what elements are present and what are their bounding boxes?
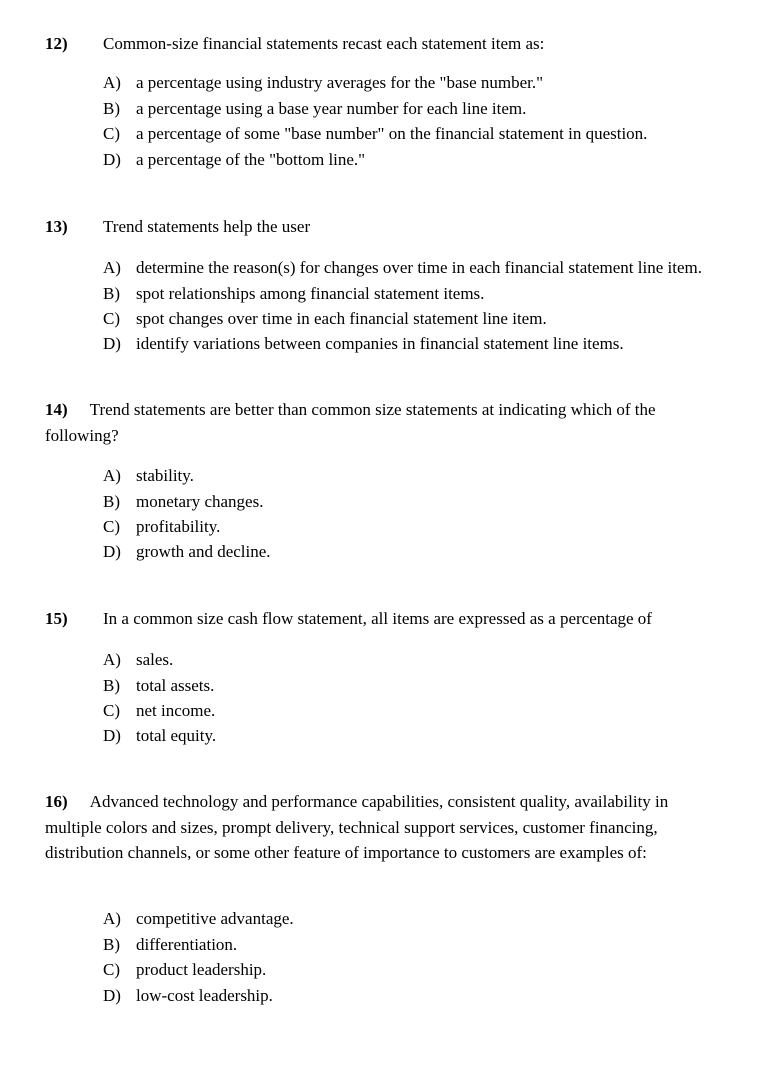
- question-text-line: distribution channels, or some other feature of importance to customers are examples of:: [45, 843, 647, 862]
- question-text: In a common size cash flow statement, all items are expressed as a percentage of: [103, 609, 652, 628]
- option-text: total assets.: [136, 676, 215, 695]
- answer-option[interactable]: [103, 334, 624, 354]
- option-letter: C): [103, 960, 120, 979]
- answer-option[interactable]: [103, 73, 543, 93]
- answer-option[interactable]: [103, 284, 484, 304]
- option-text: product leadership.: [136, 960, 267, 979]
- option-text: low-cost leadership.: [136, 986, 273, 1005]
- option-text: a percentage of the "bottom line.": [136, 150, 366, 169]
- option-letter: A): [103, 909, 121, 928]
- answer-option[interactable]: [103, 542, 271, 562]
- answer-option[interactable]: [103, 124, 647, 144]
- option-letter: A): [103, 258, 121, 277]
- option-letter: B): [103, 492, 120, 511]
- option-letter: C): [103, 124, 120, 143]
- option-letter: B): [103, 284, 120, 303]
- question-text-line: multiple colors and sizes, prompt delivery, technical support services, customer financing,: [45, 818, 658, 837]
- answer-option[interactable]: [103, 258, 702, 278]
- option-text: growth and decline.: [136, 542, 271, 561]
- answer-option[interactable]: [103, 909, 294, 929]
- option-text: total equity.: [136, 726, 217, 745]
- answer-option[interactable]: [103, 960, 266, 980]
- option-text: stability.: [136, 466, 194, 485]
- option-letter: D): [103, 726, 121, 745]
- option-letter: C): [103, 701, 120, 720]
- question-number: 12): [45, 34, 68, 53]
- answer-option[interactable]: [103, 701, 215, 721]
- answer-option[interactable]: [103, 726, 216, 746]
- option-text: a percentage using industry averages for the "base number.": [136, 73, 544, 92]
- option-letter: B): [103, 676, 120, 695]
- answer-option[interactable]: [103, 309, 547, 329]
- question-number: 16): [45, 792, 68, 811]
- answer-option[interactable]: [103, 99, 526, 119]
- option-text: differentiation.: [136, 935, 238, 954]
- option-letter: C): [103, 309, 120, 328]
- option-text: profitability.: [136, 517, 221, 536]
- option-letter: A): [103, 466, 121, 485]
- option-text: competitive advantage.: [136, 909, 294, 928]
- question-text: Trend statements help the user: [103, 217, 311, 236]
- answer-option[interactable]: [103, 986, 273, 1006]
- answer-option[interactable]: [103, 676, 214, 696]
- option-text: determine the reason(s) for changes over time in each financial statement line item.: [136, 258, 702, 277]
- answer-option[interactable]: [103, 935, 237, 955]
- option-text: identify variations between companies in financial statement line items.: [136, 334, 624, 353]
- option-letter: C): [103, 517, 120, 536]
- option-letter: D): [103, 334, 121, 353]
- question-text-line: [45, 400, 656, 420]
- answer-option[interactable]: [103, 492, 263, 512]
- question-number: 13): [45, 217, 68, 236]
- option-letter: D): [103, 542, 121, 561]
- question-text-line: [45, 792, 668, 812]
- option-letter: A): [103, 73, 121, 92]
- question-text: Common-size financial statements recast each statement item as:: [103, 34, 545, 53]
- option-text: a percentage using a base year number for each line item.: [136, 99, 527, 118]
- option-text: spot relationships among financial statement items.: [136, 284, 485, 303]
- option-text: spot changes over time in each financial statement line item.: [136, 309, 547, 328]
- question-text: Advanced technology and performance capabilities, consistent quality, availability in: [89, 792, 669, 811]
- option-letter: A): [103, 650, 121, 669]
- option-text: sales.: [136, 650, 174, 669]
- question-text-line: following?: [45, 426, 119, 445]
- option-letter: B): [103, 935, 120, 954]
- question-number: 15): [45, 609, 68, 628]
- question-number: 14): [45, 400, 68, 419]
- answer-option[interactable]: [103, 650, 173, 670]
- answer-option[interactable]: [103, 466, 194, 486]
- option-letter: D): [103, 986, 121, 1005]
- option-text: net income.: [136, 701, 216, 720]
- answer-option[interactable]: [103, 150, 365, 170]
- option-letter: D): [103, 150, 121, 169]
- answer-option[interactable]: [103, 517, 220, 537]
- option-text: monetary changes.: [136, 492, 264, 511]
- question-text: Trend statements are better than common size statements at indicating which of the: [89, 400, 656, 419]
- option-letter: B): [103, 99, 120, 118]
- option-text: a percentage of some "base number" on the financial statement in question.: [136, 124, 648, 143]
